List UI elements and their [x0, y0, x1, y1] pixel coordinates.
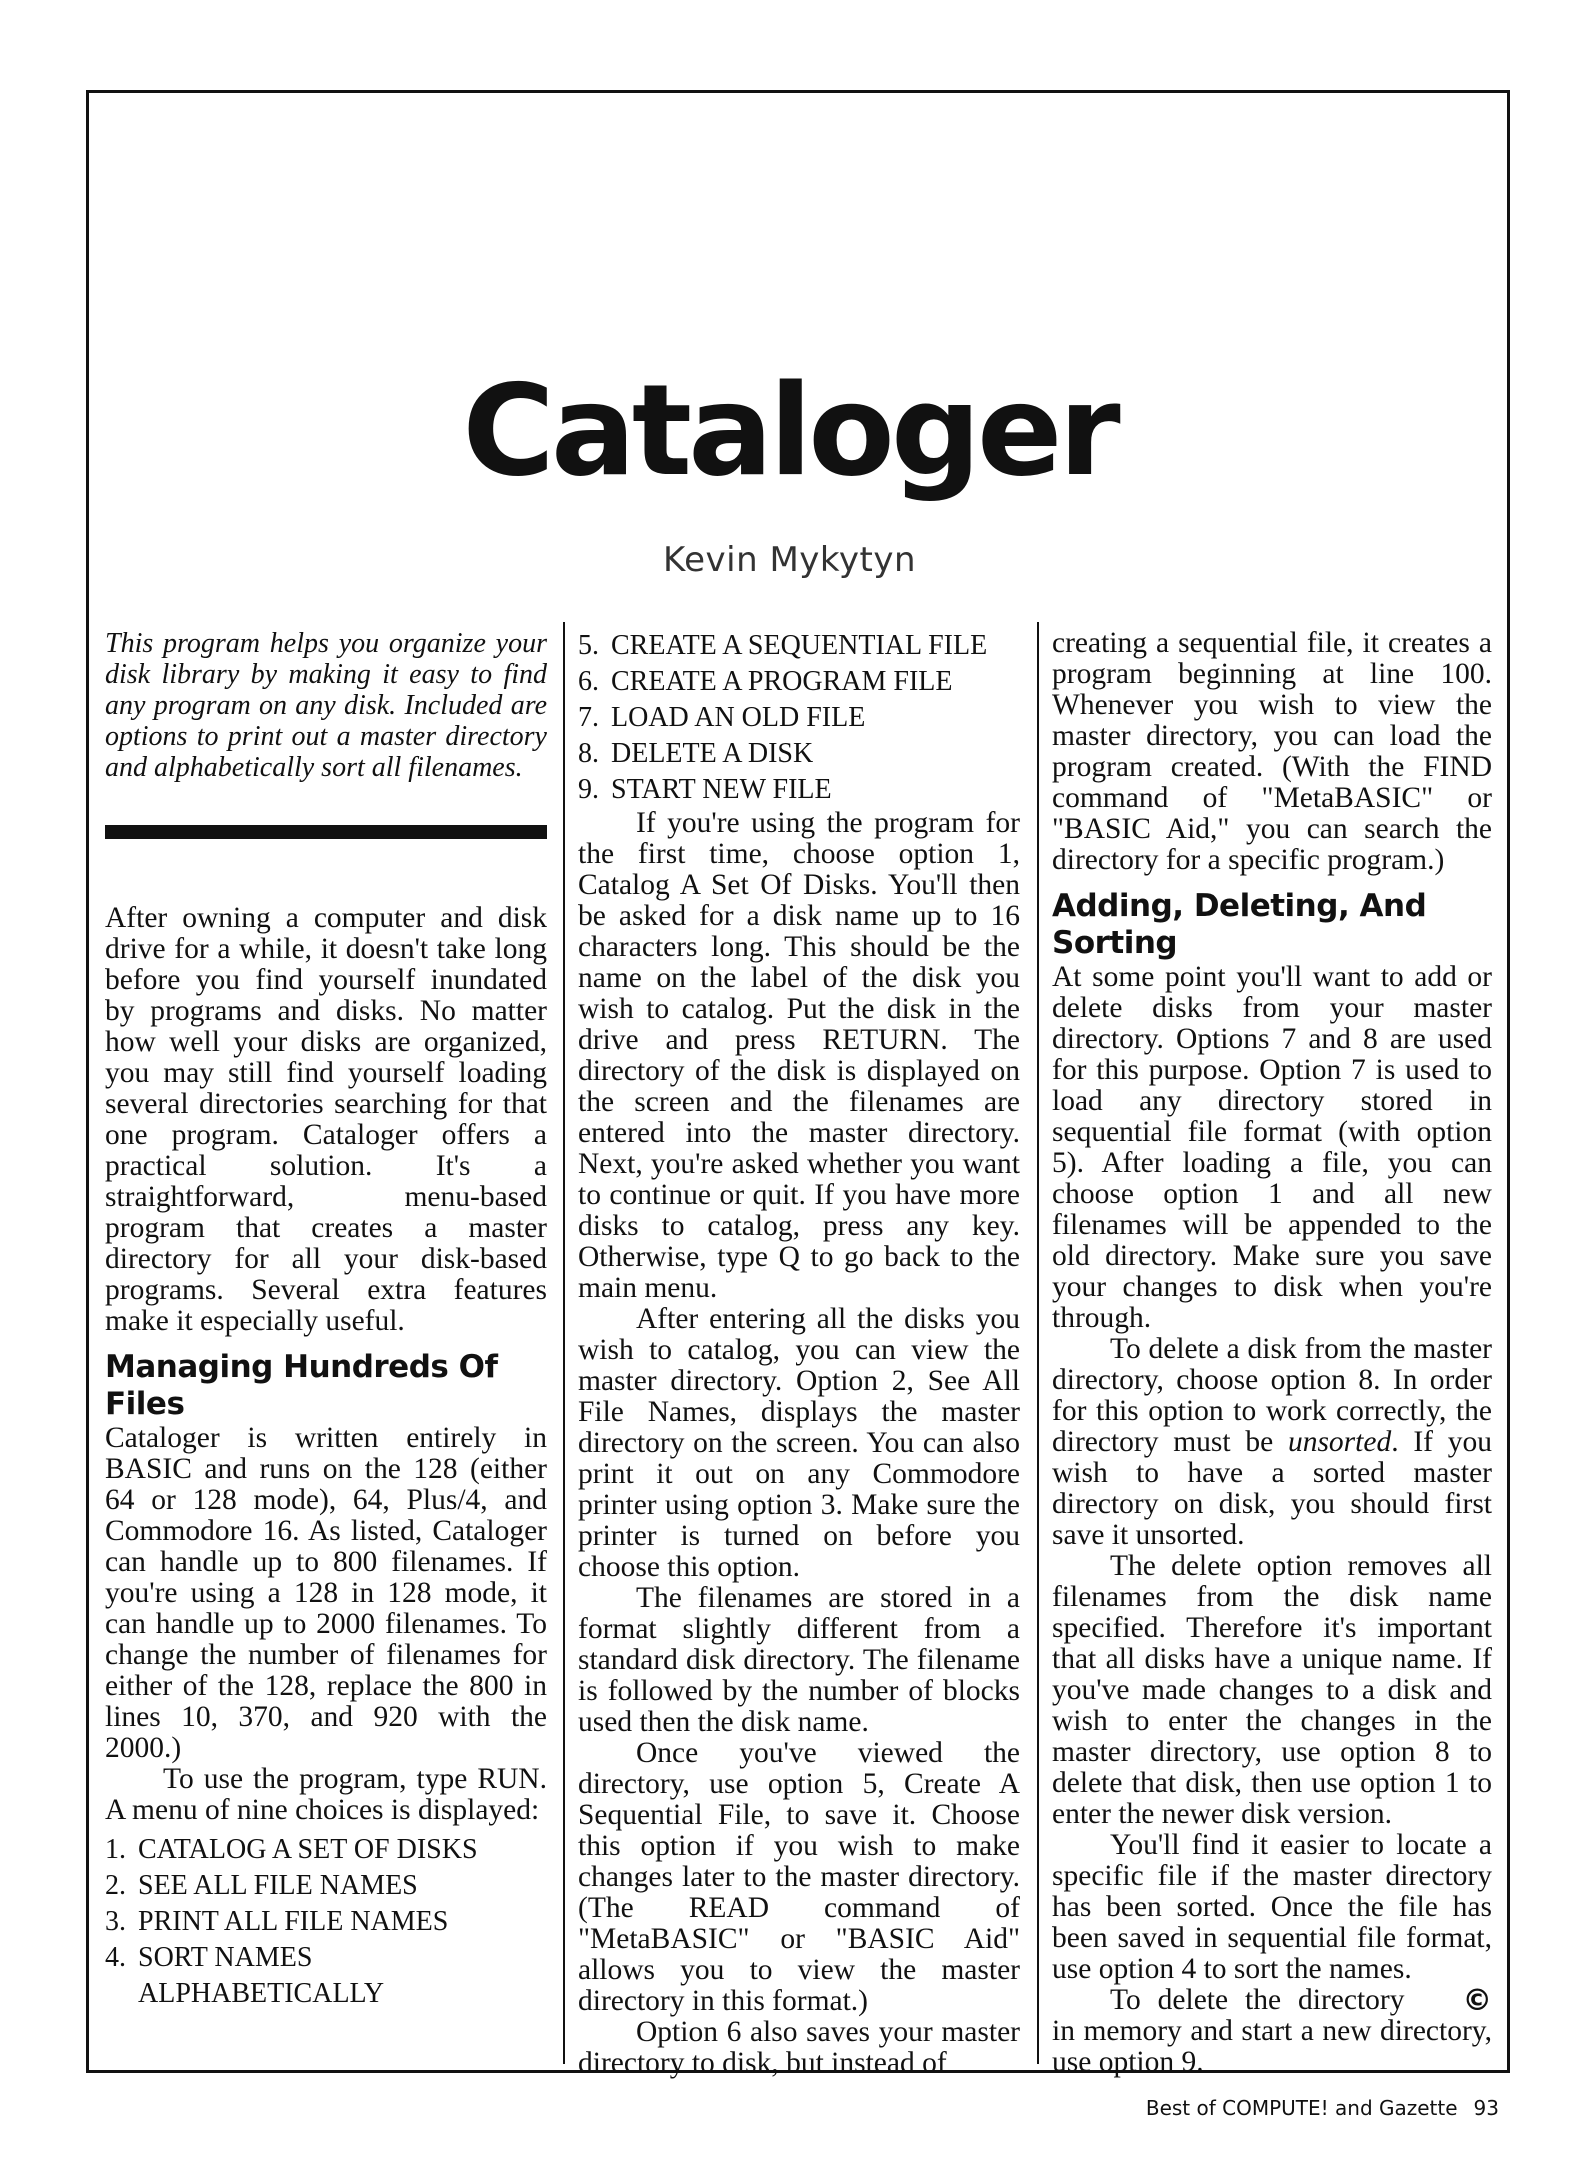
paragraph: The delete option removes all filenames from the disk name specified. Therefore it's important that all disks have a unique name. If you've made changes to a disk and wish to enter the changes in the master directory, use option 8 to delete that disk, then use option 1 to enter the newer disk version.	[1052, 1550, 1492, 1830]
publication-name: Best of COMPUTE! and Gazette	[1145, 2096, 1458, 2120]
emphasis-text: unsorted	[1287, 1426, 1392, 1458]
page-number: 93	[1473, 2096, 1499, 2120]
menu-item: 2. SEE ALL FILE NAMES	[105, 1870, 418, 1901]
intro-divider-bar	[105, 825, 547, 839]
menu-item: 7. LOAD AN OLD FILE	[578, 702, 866, 733]
menu-item: 9. START NEW FILE	[578, 774, 832, 805]
menu-item: 5. CREATE A SEQUENTIAL FILE	[578, 630, 988, 661]
paragraph: To delete a disk from the master directory, choose option 8. In order for this option to work correctly, the directory must be unsorted. If you wish to have a sorted master directory on disk, you should first save it unsorted.	[1052, 1333, 1492, 1551]
paragraph: © To delete the directory in memory and start a new directory, use option 9.	[1052, 1983, 1492, 2078]
paragraph: creating a sequential file, it creates a program beginning at line 100. Whenever you wish to view the master directory, you can load the program created. (With the FIND command of "MetaBASIC" or "BASIC Aid," you can search the directory for a specific program.)	[1052, 627, 1492, 876]
paragraph: Cataloger is written entirely in BASIC and runs on the 128 (either 64 or 128 mode), 64, Plus/4, and Commodore 16. As listed, Cataloger can handle up to 800 filenames. If you're using a 128 in 128 mode, it can handle up to 2000 filenames. To change the number of filenames for either of the 128, replace the 800 in lines 10, 370, and 920 with the 2000.)	[105, 1422, 547, 1764]
paragraph: After entering all the disks you wish to catalog, you can view the master directory. Option 2, See All File Names, displays the master directory on the screen. You can also print it out on any Commodore printer using option 3. Make sure the printer is turned on before you choose this option.	[578, 1303, 1020, 1583]
end-of-article-mark: ©	[1462, 1983, 1492, 2017]
paragraph: Option 6 also saves your master directory to disk, but instead of	[578, 2016, 1020, 2079]
menu-item: 8. DELETE A DISK	[578, 738, 814, 769]
intro-text: This program helps you organize your disk library by making it easy to find any program on any disk. Included are options to print out a master directory and alphabetically sort all filenames.	[105, 628, 547, 783]
paragraph: To use the program, type RUN. A menu of nine choices is displayed:	[105, 1763, 547, 1826]
paragraph: Once you've viewed the directory, use option 5, Create A Sequential File, to save it. Choose this option if you wish to make changes later to the master directory. (The READ command of "MetaBASIC" or "BASIC Aid" allows you to view the master directory in this format.)	[578, 1737, 1020, 2017]
section-heading: Managing Hundreds Of Files	[105, 1349, 498, 1422]
column-2	[578, 628, 1020, 2079]
article-title: Cataloger	[462, 357, 1117, 504]
paragraph: The filenames are stored in a format slightly different from a standard disk directory. The filename is followed by the number of blocks used then the disk name.	[578, 1582, 1020, 1738]
menu-list	[105, 1832, 547, 2012]
menu-item: 6. CREATE A PROGRAM FILE	[578, 666, 953, 697]
menu-list-continued	[578, 628, 1020, 808]
page-footer	[1146, 2096, 1499, 2120]
column-divider-left	[563, 622, 565, 2064]
section-heading: Adding, Deleting, And Sorting	[1052, 888, 1427, 961]
column-3	[1052, 628, 1492, 2078]
paragraph: At some point you'll want to add or delete disks from your master directory. Options 7 and 8 are used for this purpose. Option 7 is used to load any directory stored in sequential file format (with option 5). After loading a file, you can choose option 1 and all new filenames will be appended to the old directory. Make sure you save your changes to disk when you're through.	[1052, 961, 1492, 1334]
menu-item: 3. PRINT ALL FILE NAMES	[105, 1906, 449, 1937]
author-byline: Kevin Mykytyn	[663, 540, 916, 580]
menu-item: 4. SORT NAMES ALPHABETICALLY	[105, 1942, 385, 2009]
column-1	[105, 628, 547, 2012]
menu-item: 1. CATALOG A SET OF DISKS	[105, 1834, 478, 1865]
paragraph: You'll find it easier to locate a specific file if the master directory has been sorted. Once the file has been saved in sequential file format, use option 4 to sort the names.	[1052, 1829, 1492, 1985]
column-divider-right	[1037, 622, 1039, 2064]
paragraph: After owning a computer and disk drive for a while, it doesn't take long before you find yourself inundated by programs and disks. No matter how well your disks are organized, you may still find yourself loading several directories searching for that one program. Cataloger offers a practical solution. It's a straightforward, menu-based program that creates a master directory for all your disk-based programs. Several extra features make it especially useful.	[105, 902, 547, 1337]
paragraph: If you're using the program for the first time, choose option 1, Catalog A Set Of Disks. You'll then be asked for a disk name up to 16 characters long. This should be the name on the label of the disk you wish to catalog. Put the disk in the drive and press RETURN. The directory of the disk is displayed on the screen and the filenames are entered into the master directory. Next, you're asked whether you want to continue or quit. If you have more disks to catalog, press any key. Otherwise, type Q to go back to the main menu.	[578, 807, 1020, 1304]
